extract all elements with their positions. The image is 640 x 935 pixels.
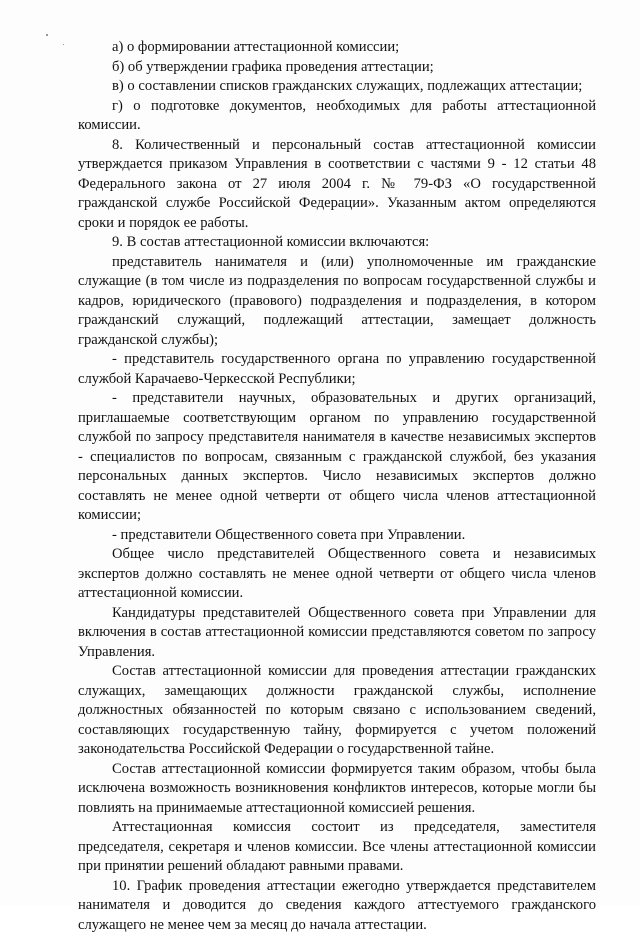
clause-8: 8. Количественный и персональный состав аттестационной комиссии утверждается приказом Управления в соответствии с частями 9 - 12 статьи 48 Федерального закона от 27 июля 2004 г. № 79-ФЗ «О государственной гражданской службе Российской Федерации». Указанным актом определяются сроки и порядок ее работы. <box>78 136 596 234</box>
scan-speck <box>46 34 48 36</box>
list-item-a: а) о формировании аттестационной комиссии; <box>78 38 596 58</box>
clause-9-heading: 9. В состав аттестационной комиссии включаются: <box>78 233 596 253</box>
paragraph-state-secret: Состав аттестационной комиссии для проведения аттестации гражданских служащих, замещающих должности гражданской службы, исполнение должностных обязанностей по которым связано с использованием сведений, составляющих государственную тайну, формируется с учетом положений законодательства Российской Федерации о государственной тайне. <box>78 662 596 760</box>
paragraph-commission-members: Аттестационная комиссия состоит из председателя, заместителя председателя, секретаря и членов комиссии. Все члены аттестационной комиссии при принятии решений обладают равными правами. <box>78 818 596 877</box>
paragraph-quota: Общее число представителей Общественного совета и независимых экспертов должно составлять не менее одной четверти от общего числа членов аттестационной комиссии. <box>78 545 596 604</box>
clause-9-independent-experts: - представители научных, образовательных и других организаций, приглашаемые соответствующим органом по управлению государственной службой по запросу представителя нанимателя в качестве независимых экспертов - специалистов по вопросам, связанным с гражданской службой, без указания персональных данных экспертов. Число независимых экспертов должно составлять не менее одной четверти от общего числа членов аттестационной комиссии; <box>78 389 596 526</box>
paragraph-candidates: Кандидатуры представителей Общественного совета при Управлении для включения в состав аттестационной комиссии представляются советом по запросу Управления. <box>78 604 596 663</box>
clause-10: 10. График проведения аттестации ежегодно утверждается представителем нанимателя и доводится до сведения каждого аттестуемого гражданского служащего не менее чем за месяц до начала аттестации. <box>78 877 596 935</box>
paragraph-conflict-of-interest: Состав аттестационной комиссии формируется таким образом, чтобы была исключена возможность возникновения конфликтов интересов, которые могли бы повлиять на принимаемые аттестационной комиссией решения. <box>78 760 596 819</box>
list-item-b: б) об утверждении графика проведения аттестации; <box>78 58 596 78</box>
clause-9-state-body-representative: - представитель государственного органа по управлению государственной службой Карачаево-Черкесской Республики; <box>78 350 596 389</box>
list-item-c: в) о составлении списков гражданских служащих, подлежащих аттестации; <box>78 77 596 97</box>
scan-speck <box>63 44 64 45</box>
list-item-d: г) о подготовке документов, необходимых для работы аттестационной комиссии. <box>78 97 596 136</box>
clause-9-employer-representative: представитель нанимателя и (или) уполномоченные им гражданские служащие (в том числе из подразделения по вопросам государственной службы и кадров, юридического (правового) подразделения и подразделения, в котором гражданский служащий, подлежащий аттестации, замещает должность гражданской службы); <box>78 253 596 351</box>
document-body <box>78 38 596 935</box>
clause-9-public-council: - представители Общественного совета при Управлении. <box>78 526 596 546</box>
